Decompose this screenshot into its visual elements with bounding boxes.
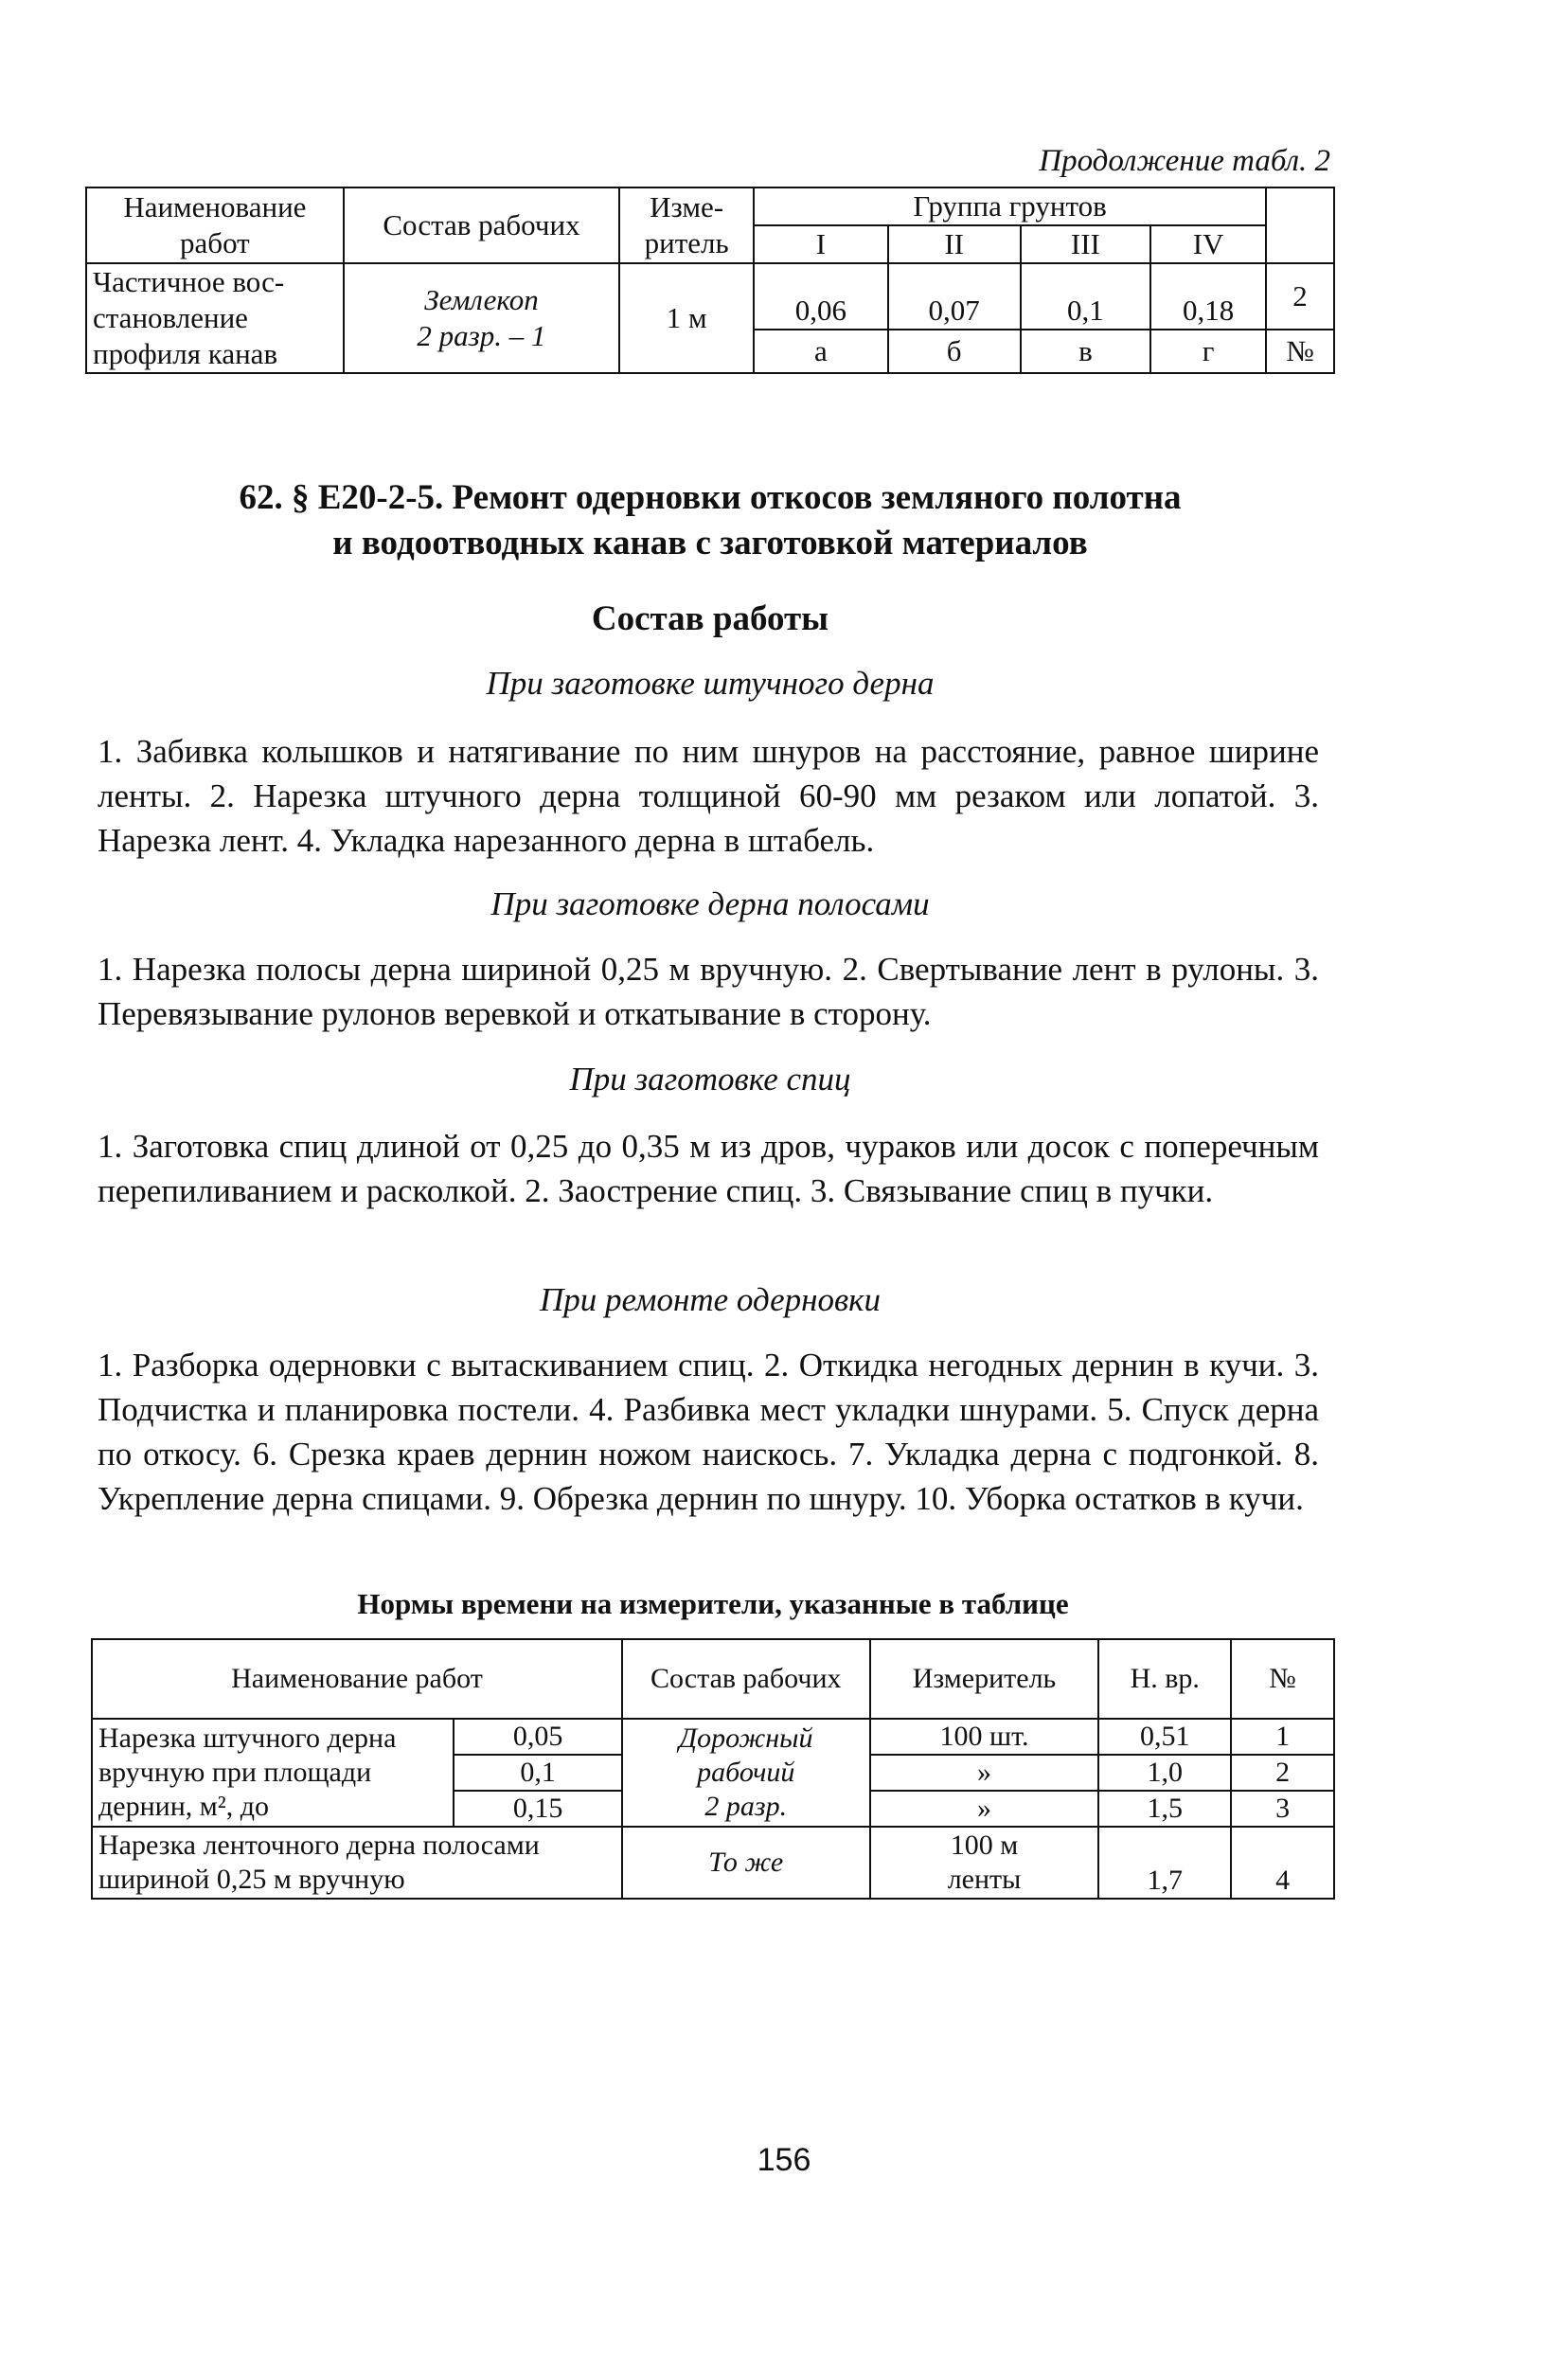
norms-table-caption: Нормы времени на измерители, указанные в таблице <box>357 1587 1069 1620</box>
area-value: 0,1 <box>454 1755 622 1791</box>
area-value: 0,05 <box>454 1719 622 1755</box>
header-norm: Н. вр. <box>1098 1639 1231 1719</box>
row4-unit-line2: ленты <box>947 1864 1022 1895</box>
row4-number: 4 <box>1231 1827 1334 1899</box>
row-unit: 100 шт. <box>870 1719 1099 1755</box>
header-empty-cell <box>1266 187 1334 263</box>
row-column-number: 2 <box>1266 263 1334 330</box>
subheading-strip-sod: При заготовке дерна полосами <box>490 885 930 922</box>
row-number: 3 <box>1231 1791 1334 1827</box>
row-number: 2 <box>1231 1755 1334 1791</box>
row-workers-line2: 2 разр. – 1 <box>417 319 546 352</box>
row-value-4: 0,18 <box>1150 263 1266 330</box>
section-title-line1: 62. § Е20-2-5. Ремонт одерновки откосов земляного полотна <box>239 478 1182 517</box>
row-letter-2: б <box>888 330 1021 373</box>
group-workers <box>622 1719 870 1827</box>
subheading-piece-sod: При заготовке штучного дерна <box>486 665 935 702</box>
row4-norm: 1,7 <box>1098 1827 1231 1899</box>
group-workers-line2: рабочий <box>697 1757 795 1788</box>
row-workers-line1: Землекоп <box>424 283 539 316</box>
composition-heading: Состав работы <box>591 599 829 638</box>
area-value: 0,15 <box>454 1791 622 1827</box>
header-group-3: III <box>1021 225 1151 263</box>
row-norm: 0,51 <box>1098 1719 1231 1755</box>
header-work-name: Наименование работ <box>86 187 344 263</box>
row-letter-3: в <box>1021 330 1151 373</box>
table-continuation-label: Продолжение табл. 2 <box>1039 144 1330 178</box>
row-number-label: № <box>1266 330 1334 373</box>
time-norms-table <box>91 1638 1335 1900</box>
header-work-name: Наименование работ <box>92 1639 622 1719</box>
header-group-4: IV <box>1150 225 1266 263</box>
header-unit: Изме-ритель <box>619 187 754 263</box>
paragraph-pegs: 1. Заготовка спиц длиной от 0,25 до 0,35 м из дров, чураков или досок с поперечным перепиливанием и расколкой. 2. Заострение спиц. 3. Связывание спиц в пучки. <box>98 1128 1319 1209</box>
header-unit: Измеритель <box>870 1639 1099 1719</box>
section-title <box>85 475 1335 566</box>
row-letter-1: а <box>754 330 888 373</box>
row4-unit <box>870 1827 1099 1899</box>
group-work-name: Нарезка штучного дерна вручную при площади дернин, м², до <box>92 1719 454 1827</box>
row-value-2: 0,07 <box>888 263 1021 330</box>
row-workers <box>344 263 619 373</box>
row-number: 1 <box>1231 1719 1334 1755</box>
row-work-name: Частичное вос-становление профиля канав <box>86 263 344 373</box>
subheading-pegs: При заготовке спиц <box>569 1061 851 1098</box>
row-norm: 1,0 <box>1098 1755 1231 1791</box>
page-number: 156 <box>757 2142 811 2178</box>
paragraph-repair: 1. Разборка одерновки с вытаскиванием спиц. 2. Откидка негодных дернин в кучи. 3. Подчистка и планировка постели. 4. Разбивка мест укладки шнурами. 5. Спуск дерна по откосу. 6. Срезка краев дернин ножом наискось. 7. Укладка дерна с подгонкой. 8. Укрепление дерна спицами. 9. Обрезка дернин по шнуру. 10. Уборка остатков в кучи. <box>98 1347 1319 1517</box>
header-workers: Состав рабочих <box>344 187 619 263</box>
header-group-2: II <box>888 225 1021 263</box>
header-soil-group: Группа грунтов <box>754 187 1266 225</box>
row-norm: 1,5 <box>1098 1791 1231 1827</box>
header-workers: Состав рабочих <box>622 1639 870 1719</box>
paragraph-strip-sod: 1. Нарезка полосы дерна шириной 0,25 м вручную. 2. Свертывание лент в рулоны. 3. Перевязывание рулонов веревкой и откатывание в сторону. <box>98 951 1319 1032</box>
row-unit: 1 м <box>619 263 754 373</box>
row-value-3: 0,1 <box>1021 263 1151 330</box>
row4-workers: То же <box>622 1827 870 1899</box>
row-value-1: 0,06 <box>754 263 888 330</box>
header-group-1: I <box>754 225 888 263</box>
section-title-line2: и водоотводных канав с заготовкой материалов <box>332 524 1088 562</box>
group-workers-line1: Дорожный <box>679 1722 813 1754</box>
header-number: № <box>1231 1639 1334 1719</box>
group-workers-line3: 2 разр. <box>704 1791 788 1822</box>
subheading-repair: При ремонте одерновки <box>539 1281 882 1318</box>
row-unit: » <box>870 1755 1099 1791</box>
paragraph-piece-sod: 1. Забивка колышков и натягивание по ним шнуров на расстояние, равное ширине ленты. 2. Нарезка штучного дерна толщиной 60-90 мм резаком или лопатой. 3. Нарезка лент. 4. Укладка нарезанного дерна в штабель. <box>98 733 1319 859</box>
labor-table-continued <box>85 187 1335 374</box>
row-unit: » <box>870 1791 1099 1827</box>
row4-work-name: Нарезка ленточного дерна полосами шириной 0,25 м вручную <box>92 1827 622 1899</box>
row4-unit-line1: 100 м <box>950 1830 1019 1861</box>
row-letter-4: г <box>1150 330 1266 373</box>
